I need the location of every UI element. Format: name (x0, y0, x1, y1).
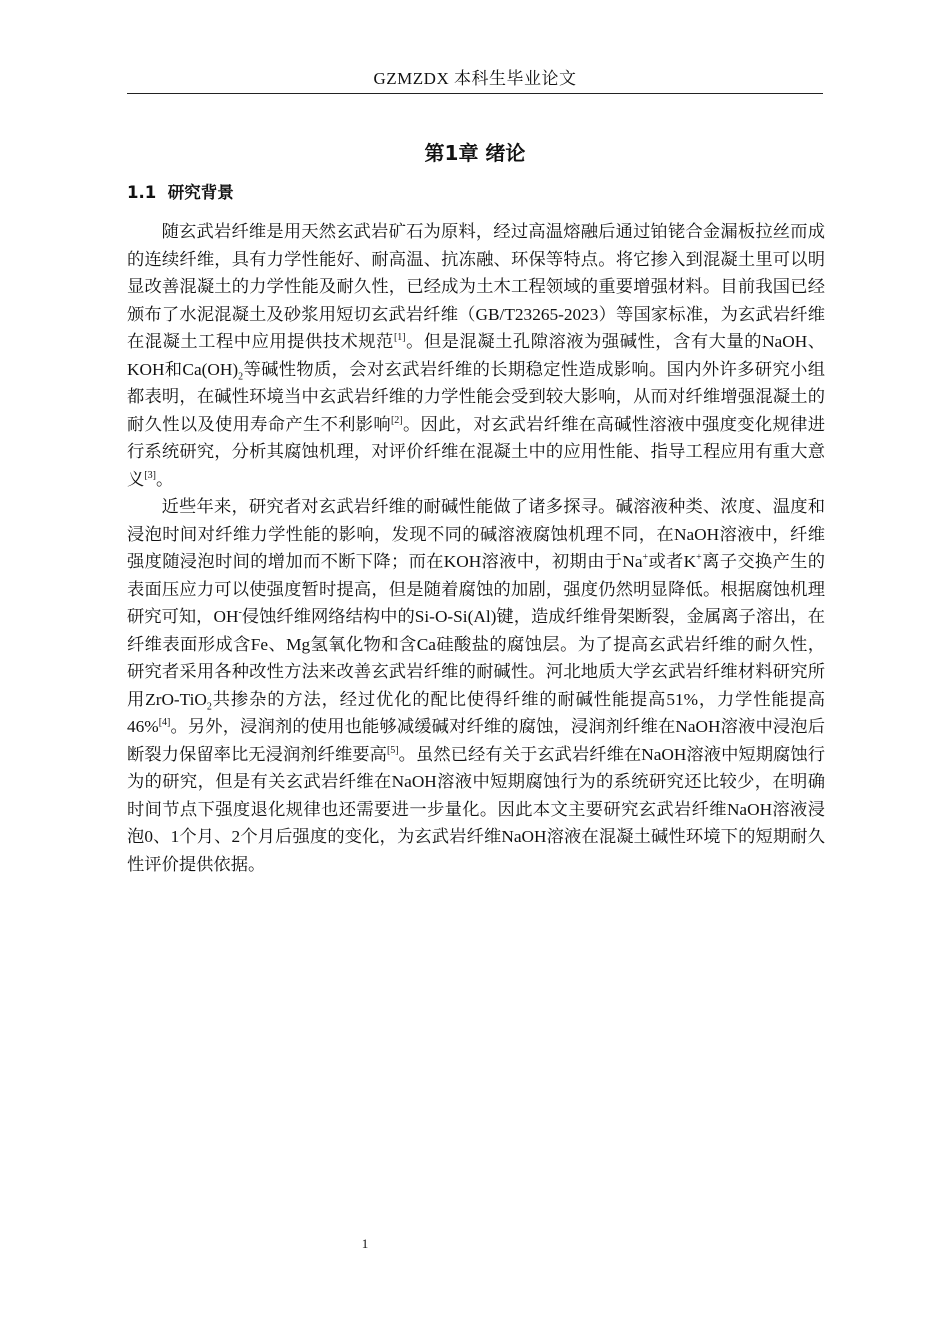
text-run: 共掺杂的方法，经过优化的配比使得纤维的耐碱性能提高51%，力学性能提高46% (127, 689, 825, 736)
text-run: 或者K (648, 552, 697, 571)
page-number: 1 (361, 1236, 369, 1251)
citation-superscript: - (238, 607, 242, 619)
header-rule (127, 93, 823, 94)
section-number: 1.1 (127, 183, 157, 202)
text-run: 近些年来，研究者对玄武岩纤维的耐碱性能做了诸多探寻。碱溶液种类、浓度、温度和浸泡时间对纤维力学性能的影响，发现不同的碱溶液腐蚀机理不同，在NaOH溶液中，纤维强度随浸泡时间的增加而不断下降；而在KOH溶液中，初期由于Na (127, 497, 825, 571)
chemical-subscript: 2 (238, 370, 244, 382)
citation-superscript: [3] (144, 469, 156, 481)
text-run: 侵蚀纤维网络结构中的Si-O-Si(Al)键，造成纤维骨架断裂，金属离子溶出，在纤维表面形成含Fe、Mg氢氧化物和含Ca硅酸盐的腐蚀层。为了提高玄武岩纤维的耐久性，研究者采用各种改性方法来改善玄武岩纤维的耐碱性。河北地质大学玄武岩纤维材料研究所用ZrO-TiO (127, 607, 826, 709)
text-run: 随玄武岩纤维是用天然玄武岩矿石为原料，经过高温熔融后通过铂铑合金漏板拉丝而成的连续纤维，具有力学性能好、耐高温、抗冻融、环保等特点。将它掺入到混凝土里可以明显改善混凝土的力学性能及耐久性，已经成为土木工程领域的重要增强材料。目前我国已经颁布了水泥混凝土及砂浆用短切玄武岩纤维（GB/T23265-2023）等国家标准，为玄武岩纤维在混凝土工程中应用提供技术规范 (127, 222, 825, 351)
text-run: 。因此，对玄武岩纤维在高碱性溶液中强度变化规律进行系统研究，分析其腐蚀机理，对评价纤维在混凝土中的应用性能、指导工程应用有重大意义 (127, 414, 825, 489)
body-paragraph (127, 218, 825, 493)
text-run: 。 (155, 469, 174, 489)
citation-superscript: [2] (390, 414, 403, 426)
section-title: 研究背景 (167, 183, 234, 202)
chemical-subscript: 2 (206, 700, 212, 712)
citation-superscript: [5] (386, 744, 399, 756)
text-run: 等碱性物质，会对玄武岩纤维的长期稳定性造成影响。国内外许多研究小组都表明，在碱性环境当中玄武岩纤维的力学性能会受到较大影响，从而对纤维增强混凝土的耐久性以及使用寿命产生不利影响 (127, 359, 825, 434)
running-header: GZMZDX 本科生毕业论文 (373, 69, 577, 88)
text-run: 。但是混凝土孔隙溶液为强碱性，含有大量的NaOH、KOH和Ca(OH) (127, 332, 825, 379)
text-run: 。虽然已经有关于玄武岩纤维在NaOH溶液中短期腐蚀行为的研究，但是有关玄武岩纤维在NaOH溶液中短期腐蚀行为的系统研究还比较少，在明确时间节点下强度退化规律也还需要进一步量化。因此本文主要研究玄武岩纤维NaOH溶液浸泡0、1个月、2个月后强度的变化，为玄武岩纤维NaOH溶液在混凝土碱性环境下的短期耐久性评价提供依据。 (127, 744, 825, 874)
text-run: 离子交换产生的表面压应力可以使强度暂时提高，但是随着腐蚀的加剧，强度仍然明显降低。根据腐蚀机理研究可知，OH (127, 552, 825, 626)
citation-superscript: [1] (393, 332, 406, 344)
citation-superscript: + (642, 552, 649, 564)
section-heading (127, 180, 234, 206)
citation-superscript: [4] (158, 717, 171, 729)
chapter-title: 第1章 绪论 (424, 141, 526, 165)
text-run: 。另外，浸润剂的使用也能够减缓碱对纤维的腐蚀，浸润剂纤维在NaOH溶液中浸泡后断裂力保留率比无浸润剂纤维要高 (127, 717, 825, 764)
citation-superscript: + (696, 552, 702, 564)
body-paragraph (127, 493, 825, 878)
body-text (127, 218, 825, 878)
